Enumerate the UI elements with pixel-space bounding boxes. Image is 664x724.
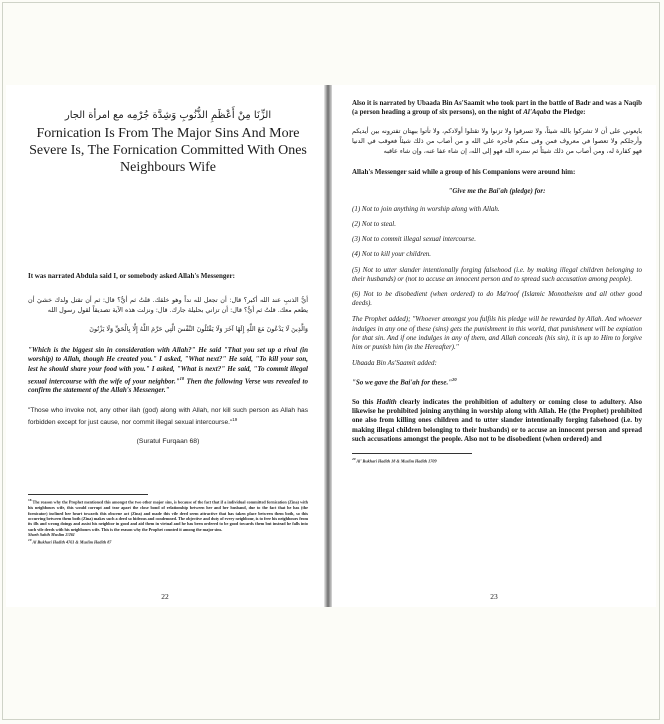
pledge-item-3: (3) Not to commit illegal sexual intercourse. [352, 235, 476, 244]
hadith-translation [28, 346, 308, 395]
pledge-item-6: (6) Not to be disobedient (when ordered) to do Ma'roof (Islamic Monotheism and all other good deeds). [352, 290, 642, 308]
prophet-added: The Prophet added); "Whoever amongst you fulfils his pledge will be rewarded by Allah. And whoever indulges in any one of these (sins) gets the punishment in this world, that punishment will be expiation for that sin. And if one indulges in any of them, and Allah conceals (his sin), it is up to Him to forgive him or punish him (in the Hereafter)." [352, 315, 642, 352]
page-number-left: 22 [161, 592, 169, 601]
pledge-item-2: (2) Not to steal. [352, 220, 396, 229]
book-spread [6, 85, 656, 607]
ubaada-intro-italic: Al'Aqaba [523, 108, 551, 117]
translation-tail: Then the following Verse was revealed to confirm the statement of the Allah's Messenger." [28, 377, 308, 395]
footnote-divider-right [352, 453, 472, 454]
footnote-20-number: 20 [352, 457, 356, 461]
footnote-ref-18[interactable]: 18 [179, 375, 185, 381]
footnote-20-text: Al' Bukhari Hadith 18 & Muslim Hadith 1709 [355, 458, 437, 464]
translation-text: "Which is the biggest sin in consideration with Allah?" He said "That you set up a rival (in worship) to Allah, though He created you." I asked, "What next?" He said, "To kill your son, lest he should share your food with you." I asked, "What is next?" He said, "To commit illegal sexual intercourse with the wife of your neighbor." [28, 346, 308, 386]
so-we-gave [352, 375, 642, 388]
title-english: Fornication Is From The Major Sins And More Severe Is, The Fornication Committed With Ones Neighbours Wife [29, 126, 307, 175]
footnote-20 [352, 457, 642, 464]
messenger-said: Allah's Messenger said while a group of his Companions were around him: [352, 168, 576, 177]
pledge-item-4: (4) Not to kill your children. [352, 250, 432, 259]
pledge-arabic: بايعوني على أن لا تشركوا بالله شيئاً، ولا تسرقوا ولا تزنوا ولا تقتلوا أولادكم، ولا تأتوا ببهتان تفترونه بين أيديكم وأرجلكم ولا تعصوا في معروف فمن وفى منكم فأجره على الله و من أصاب من ذلك شيئاً فعوقب في الدنيا فهو كفارة له، ومن أصاب من ذلك شيئاً ثم ستره الله فهو إلى الله، إن شاء عفا عنه، وإن شاء عاقبه [352, 127, 642, 156]
footnote-ref-20[interactable]: 20 [452, 377, 457, 383]
quote-text: "Those who invoke not, any other ilah (god) along with Allah, nor kill such person as Allah has forbidden except for just cause, nor commit illegal sexual intercourse." [28, 406, 308, 426]
footnote-18-text: The reason why the Prophet mentioned this amongst the two other major sins, is because of the fact that if a individual committed fornication (Zina) with his neighbours wife, this would corrupt and tear apart the close bond of relationship between her and her husband, due to the fact that he has (the fornicator) inclined her heart towards this obscene act (Zina) and made this vile deed seem attractive that has taken place between them both, so this occurring between them both (Zina) makes such a deed so hideous and condemned. The objective and duty of every neighbour, is to free his neighbours from its ills and wrong doings and assist his neighbor in good and aid them in virtual and he has been ordered to be good towards them but instead he falls into such vile deeds with his neighbours wife. This is the reason why the Prophet counted it among the major sins. [28, 499, 308, 532]
closing-hadith: Hadith [376, 397, 397, 406]
surah-reference: (Suratul Furqaan 68) [136, 438, 200, 446]
so-we-gave-text: "So we gave the Bai'ah for these." [352, 378, 453, 387]
footnote-divider [28, 494, 148, 495]
closing-paragraph [352, 398, 642, 444]
page-number-right: 23 [490, 592, 498, 601]
footnote-18-number: 18 [28, 498, 32, 503]
right-page [332, 85, 656, 607]
pledge-item-5: (5) Not to utter slander intentionally forging falsehood (i.e. by making illegal children belonging to their husbands) or (not to accuse an innocent person and to spread such accusation among people). [352, 265, 642, 283]
footnote-19-text: Al Bukhari Hadith 4761 & Muslim Hadith 87 [31, 538, 112, 544]
title-arabic: الزِّنَا مِنْ أَعْظَمِ الذُّنُوبِ وَشِدَّة جُرْمِه مع امرأة الجار [64, 110, 272, 121]
closing-a: So this [352, 397, 377, 406]
footnote-18-source: Sharh Sahih Muslim 2/261 [28, 532, 75, 538]
ubaada-intro [352, 99, 642, 117]
ubaada-added: Ubaada Bin As'Saamit added: [352, 359, 437, 368]
hadith-arabic: أيُّ الذنبِ عند الله أكبر؟ قال: أن تجعل لله نداً وهو خلقك. قلتُ ثم أيٌّ؟ قال: ثم أن تقتل ولدك خشيَ أن يطعم معك. قلتُ ثم أيٌّ؟ قال: أن تزاني بحليلة جارك. قال: ونزلت هذه الآية تصديقاً لقول رسول الله [28, 296, 308, 315]
verse-translation [28, 406, 308, 428]
book-gutter [324, 85, 332, 607]
ubaada-intro-text: Also it is narrated by Ubaada Bin As'Saamit who took part in the battle of Badr and was a Naqib (a person heading a group of six persons), on the night of [352, 99, 642, 117]
footnote-18 [28, 498, 308, 532]
ubaada-intro-tail: the Pledge: [550, 108, 586, 117]
closing-b: clearly indicates the prohibition of adultery or coming close to adultery. Also likewise he prohibited joining anything in worship along with Allah. He (the Prophet) prohibited one also from killing ones children and to utter slander intentionally forging falsehood (i.e. by making illegal children belonging to their husbands) or to accuse an innocent person and spread such accusations amongst the people. Also not to be disobedient (when ordered) and [352, 397, 642, 443]
footnote-19 [28, 538, 308, 545]
verse-arabic: وَالَّذِينَ لَا يَدْعُونَ مَعَ اللَّهِ إِلَهًا آخَرَ وَلَا يَقْتُلُونَ النَّفْسَ الَّتِي حَرَّمَ اللَّهُ إِلَّا بِالْحَقِّ وَلَا يَزْنُونَ [89, 325, 308, 334]
footnote-ref-19[interactable]: 19 [232, 416, 238, 422]
pledge-item-1: (1) Not to join anything in worship along with Allah. [352, 204, 500, 213]
left-page [6, 85, 324, 607]
footnote-19-number: 19 [28, 537, 32, 542]
intro-line: It was narrated Abdula said I, or somebody asked Allah's Messenger: [28, 272, 235, 280]
give-me-pledge: "Give me the Bai'ah (pledge) for: [448, 186, 546, 195]
